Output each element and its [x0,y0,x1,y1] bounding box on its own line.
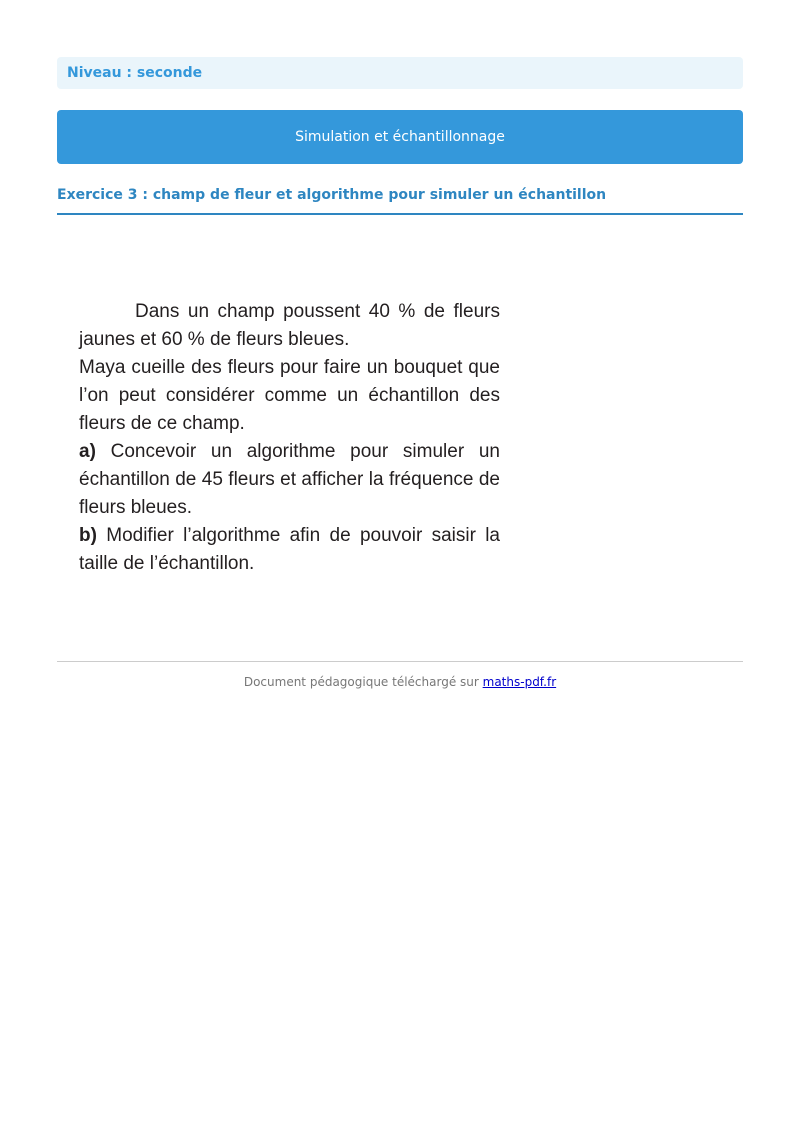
question-a [79,438,500,522]
level-box [57,57,743,89]
chapter-banner [57,110,743,164]
exercise-intro-1: Dans un champ poussent 40 % de fleurs jaunes et 60 % de fleurs bleues. [79,301,500,350]
chapter-title: Simulation et échantillonnage [295,129,505,145]
exercise-intro-2: Maya cueille des fleurs pour faire un bouquet que l’on peut considérer comme un échantillon des fleurs de ce champ. [79,357,500,434]
footer-link[interactable]: maths-pdf.fr [482,675,557,689]
question-a-letter: a) [79,441,96,462]
footer-text: Document pédagogique téléchargé sur [243,675,483,689]
level-label: Niveau : seconde [67,65,203,81]
exercise-title: Exercice 3 : champ de fleur et algorithme pour simuler un échantillon [57,185,743,215]
question-b-letter: b) [79,525,97,546]
question-b-text: Modifier l’algorithme afin de pouvoir saisir la taille de l’échantillon. [79,525,500,574]
question-a-text: Concevoir un algorithme pour simuler un échantillon de 45 fleurs et afficher la fréquence de fleurs bleues. [79,441,500,518]
footer [57,675,743,689]
question-b [79,522,500,578]
footer-divider [57,661,743,662]
exercise-statement [79,298,500,578]
